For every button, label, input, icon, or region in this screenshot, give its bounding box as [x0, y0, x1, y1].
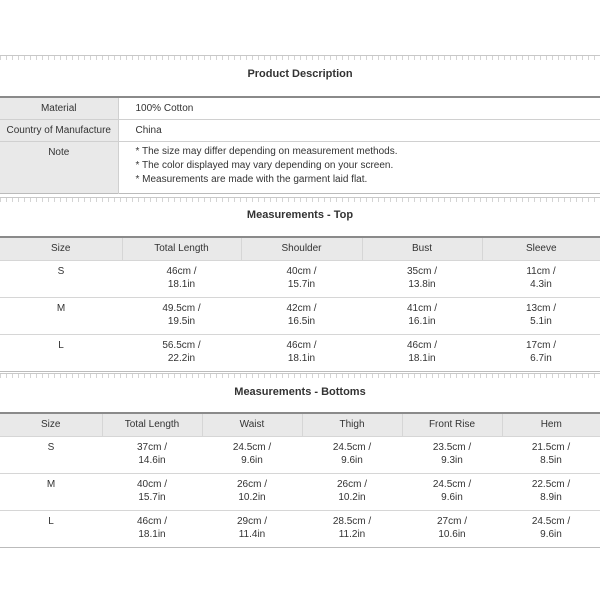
inch-value: 18.1in [138, 528, 166, 540]
column-header: Total Length [122, 237, 241, 260]
measure-cell [302, 436, 402, 473]
note-line: * The color displayed may vary depending on your screen. [135, 160, 394, 171]
cm-value: 24.5cm / [332, 441, 372, 453]
country-value: China [118, 120, 600, 142]
size-cell: L [0, 334, 122, 371]
measure-cell [241, 297, 362, 334]
inch-value: 9.6in [441, 491, 463, 503]
measure-cell [122, 297, 241, 334]
measure-cell [202, 473, 302, 510]
cm-value: 56.5cm / [162, 339, 201, 351]
cm-value: 17cm / [525, 339, 556, 351]
measure-cell [202, 436, 302, 473]
measure-cell [122, 260, 241, 297]
measure-cell [102, 436, 202, 473]
cm-value: 24.5cm / [531, 515, 571, 527]
product-description-title: Product Description [247, 68, 353, 80]
cm-value: 49.5cm / [162, 302, 201, 314]
inch-value: 9.6in [341, 454, 363, 466]
measure-cell [102, 473, 202, 510]
measure-cell [482, 260, 600, 297]
inch-value: 6.7in [530, 352, 552, 364]
table-row [0, 473, 600, 510]
inch-value: 9.3in [441, 454, 463, 466]
measure-cell [241, 260, 362, 297]
inch-value: 9.6in [241, 454, 263, 466]
bottoms-measurements-title: Measurements - Bottoms [234, 386, 366, 398]
measure-cell [362, 297, 482, 334]
measure-cell [122, 334, 241, 371]
cm-value: 40cm / [286, 265, 317, 277]
material-value: 100% Cotton [118, 97, 600, 120]
cm-value: 22.5cm / [531, 478, 571, 490]
size-cell: M [0, 473, 102, 510]
measure-cell [502, 436, 600, 473]
column-header: Front Rise [402, 413, 502, 436]
size-cell: S [0, 436, 102, 473]
column-header: Size [0, 237, 122, 260]
measure-cell [482, 297, 600, 334]
country-row [0, 120, 600, 142]
cm-value: 24.5cm / [232, 441, 272, 453]
size-cell: L [0, 510, 102, 547]
cm-value: 27cm / [436, 515, 467, 527]
measure-cell [402, 510, 502, 547]
cm-value: 40cm / [136, 478, 167, 490]
table-header-row [0, 413, 600, 436]
table-row [0, 297, 600, 334]
cm-value: 42cm / [286, 302, 317, 314]
inch-value: 18.1in [408, 352, 436, 364]
inch-value: 11.2in [338, 528, 366, 540]
inch-value: 18.1in [167, 278, 196, 290]
measure-cell [502, 510, 600, 547]
inch-value: 8.9in [540, 491, 562, 503]
measure-cell [302, 510, 402, 547]
cm-value: 46cm / [406, 339, 437, 351]
table-row [0, 260, 600, 297]
bottoms-measurements-table [0, 412, 600, 548]
inch-value: 13.8in [408, 278, 436, 290]
size-cell: M [0, 297, 122, 334]
measure-cell [362, 334, 482, 371]
inch-value: 10.2in [338, 491, 366, 503]
inch-value: 18.1in [287, 352, 316, 364]
inch-value: 15.7in [287, 278, 316, 290]
measure-cell [402, 436, 502, 473]
inch-value: 16.1in [408, 315, 436, 327]
table-row [0, 510, 600, 547]
cm-value: 41cm / [406, 302, 437, 314]
material-label: Material [0, 97, 118, 120]
measure-cell [402, 473, 502, 510]
column-header: Total Length [102, 413, 202, 436]
measure-cell [102, 510, 202, 547]
measure-cell [202, 510, 302, 547]
product-description-table [0, 96, 600, 194]
measure-cell [362, 260, 482, 297]
material-row [0, 97, 600, 120]
size-cell: S [0, 260, 122, 297]
inch-value: 10.2in [238, 491, 266, 503]
inch-value: 8.5in [540, 454, 562, 466]
inch-value: 9.6in [540, 528, 562, 540]
note-label: Note [0, 142, 118, 194]
top-measurements-title: Measurements - Top [246, 209, 354, 221]
column-header: Sleeve [482, 237, 600, 260]
inch-value: 15.7in [138, 491, 166, 503]
cm-value: 46cm / [166, 265, 197, 277]
cm-value: 11cm / [526, 265, 556, 277]
column-header: Shoulder [241, 237, 362, 260]
cm-value: 29cm / [236, 515, 267, 527]
inch-value: 4.3in [530, 278, 552, 290]
measure-cell [302, 473, 402, 510]
note-value [118, 142, 600, 194]
ruler-divider [0, 55, 600, 63]
note-row [0, 142, 600, 194]
cm-value: 37cm / [136, 441, 167, 453]
ruler-divider [0, 197, 600, 205]
ruler-divider [0, 373, 600, 381]
cm-value: 46cm / [136, 515, 167, 527]
measure-cell [482, 334, 600, 371]
note-line: * The size may differ depending on measurement methods. [135, 146, 398, 157]
cm-value: 13cm / [525, 302, 556, 314]
column-header: Hem [502, 413, 600, 436]
column-header: Thigh [302, 413, 402, 436]
inch-value: 19.5in [167, 315, 196, 327]
inch-value: 11.4in [238, 528, 266, 540]
cm-value: 21.5cm / [531, 441, 571, 453]
cm-value: 26cm / [236, 478, 267, 490]
column-header: Bust [362, 237, 482, 260]
column-header: Waist [202, 413, 302, 436]
top-measurements-table [0, 236, 600, 372]
inch-value: 5.1in [530, 315, 552, 327]
inch-value: 16.5in [287, 315, 316, 327]
cm-value: 23.5cm / [432, 441, 472, 453]
table-row [0, 334, 600, 371]
inch-value: 22.2in [167, 352, 196, 364]
cm-value: 24.5cm / [432, 478, 472, 490]
cm-value: 26cm / [336, 478, 367, 490]
inch-value: 10.6in [438, 528, 466, 540]
cm-value: 35cm / [406, 265, 437, 277]
note-line: * Measurements are made with the garment laid flat. [135, 174, 368, 185]
cm-value: 28.5cm / [332, 515, 372, 527]
cm-value: 46cm / [286, 339, 317, 351]
column-header: Size [0, 413, 102, 436]
table-header-row [0, 237, 600, 260]
measure-cell [502, 473, 600, 510]
table-row [0, 436, 600, 473]
inch-value: 14.6in [138, 454, 166, 466]
country-label: Country of Manufacture [0, 120, 118, 142]
measure-cell [241, 334, 362, 371]
